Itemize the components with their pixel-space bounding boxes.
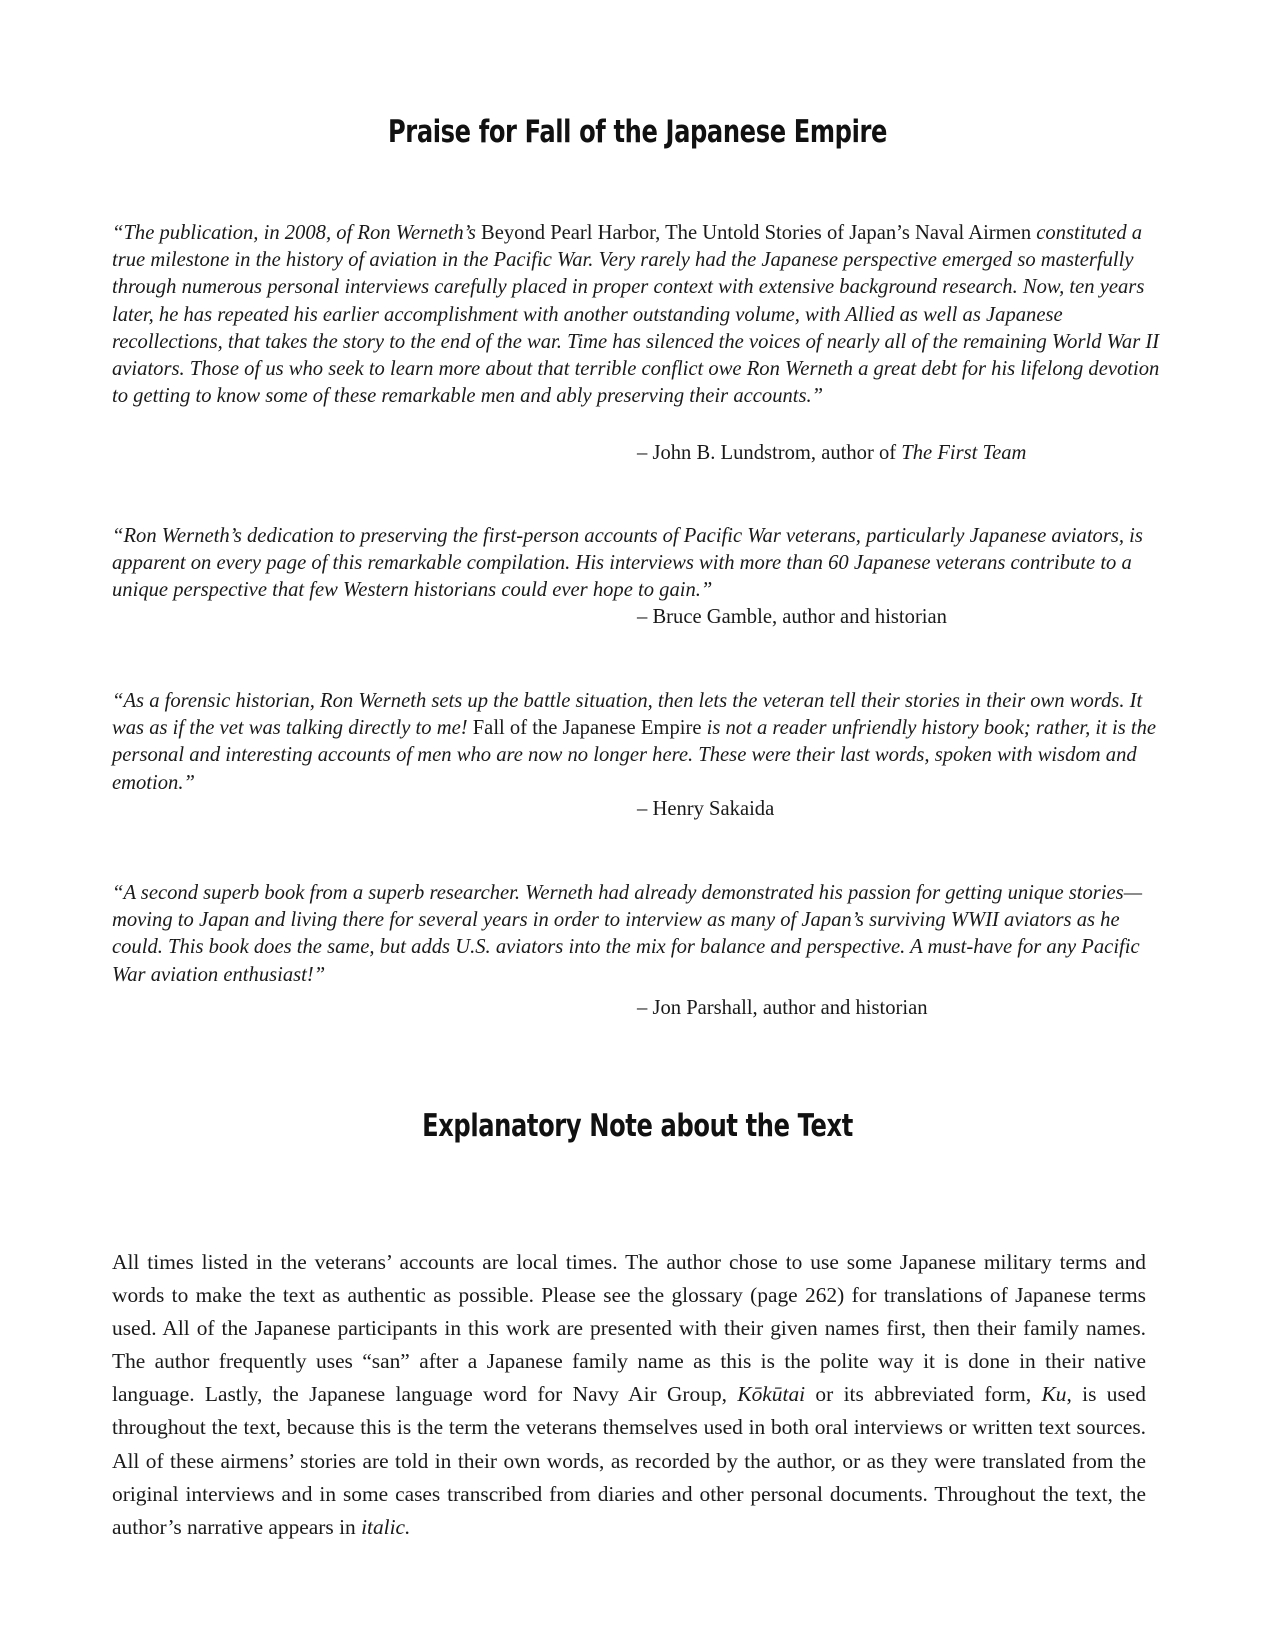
quote-text: “Ron Werneth’s dedication to preserving the first-person accounts of Pacific War veterans, particularly Japanese aviators, is apparent on every page of this remarkable compilation. His interviews with more than 60 Japanese veterans contribute to a unique perspective that few Western historians could ever hope to gain.” <box>112 525 1143 602</box>
book-title: Fall of the Japanese Empire <box>472 717 702 740</box>
book-title: Beyond Pearl Harbor, The Untold Stories of Japan’s Naval Airmen <box>480 222 1032 244</box>
note-paragraph <box>112 1246 1146 1544</box>
quote-text: “The publication, in 2008, of Ron Werneth’s <box>112 222 481 244</box>
quote-gamble <box>112 523 1162 605</box>
note-term: Kōkūtai <box>737 1382 806 1407</box>
attribution-sakaida: – Henry Sakaida <box>637 798 775 820</box>
note-term: italic. <box>361 1514 411 1539</box>
quote-parshall <box>112 880 1162 989</box>
attribution-gamble: – Bruce Gamble, author and historian <box>637 606 947 628</box>
note-heading: Explanatory Note about the Text <box>422 1108 853 1144</box>
note-text: All times listed in the veterans’ accounts are local times. The author chose to use some Japanese military terms and words to make the text as authentic as possible. Please see the glossary (page 262) for translations of Japanese terms used. All of the Japanese participants in this work are presented with their given names first, then their family names. The author frequently uses “san” after a Japanese family name as this is the polite way it is done in their native language. Lastly, the Japanese language word for Navy Air Group, <box>112 1250 1146 1407</box>
attribution-text: – John B. Lundstrom, author of <box>637 442 902 464</box>
quote-text: “A second superb book from a superb researcher. Werneth had already demonstrated his passion for getting unique stories—moving to Japan and living there for several years in order to interview as many of Japan’s surviving WWII aviators as he could. This book does the same, but adds U.S. aviators into the mix for balance and perspective. A must-have for any Pacific War aviation enthusiast!” <box>112 882 1143 986</box>
attribution-parshall: – Jon Parshall, author and historian <box>637 997 928 1019</box>
quote-text: is not a reader unfriendly history book; rather, it is the personal and interesting accounts of men who are now no longer here. These were their last words, spoken with wisdom and emotion.” <box>112 717 1157 794</box>
quote-sakaida <box>112 688 1162 797</box>
note-text: or its abbreviated form, <box>805 1382 1042 1407</box>
quote-text: constituted a true milestone in the history of aviation in the Pacific War. Very rarely had the Japanese perspective emerged so masterfully through numerous personal interviews carefully placed in proper context with extensive background research. Now, ten years later, he has repeated his earlier accomplishment with another outstanding volume, with Allied as well as Japanese recollections, that takes the story to the end of the war. Time has silenced the voices of nearly all of the remaining World War II aviators. Those of us who seek to learn more about that terrible conflict owe Ron Werneth a great debt for his lifelong devotion to getting to know some of these remarkable men and ably preserving their accounts.” <box>112 222 1160 408</box>
attribution-lundstrom <box>637 440 1237 467</box>
attribution-work: The First Team <box>901 442 1027 464</box>
note-text: , is used throughout the text, because this is the term the veterans themselves used in both oral interviews or written text sources. All of these airmens’ stories are told in their own words, as recorded by the author, or as they were translated from the original interviews and in some cases transcribed from diaries and other personal documents. Throughout the text, the author’s narrative appears in <box>112 1382 1146 1539</box>
praise-heading: Praise for Fall of the Japanese Empire <box>387 114 888 150</box>
note-term: Ku <box>1041 1382 1067 1407</box>
quote-lundstrom <box>112 220 1162 410</box>
quote-text: “As a forensic historian, Ron Werneth sets up the battle situation, then lets the veteran tell their stories in their own words. It was as if the vet was talking directly to me! <box>112 690 1143 740</box>
